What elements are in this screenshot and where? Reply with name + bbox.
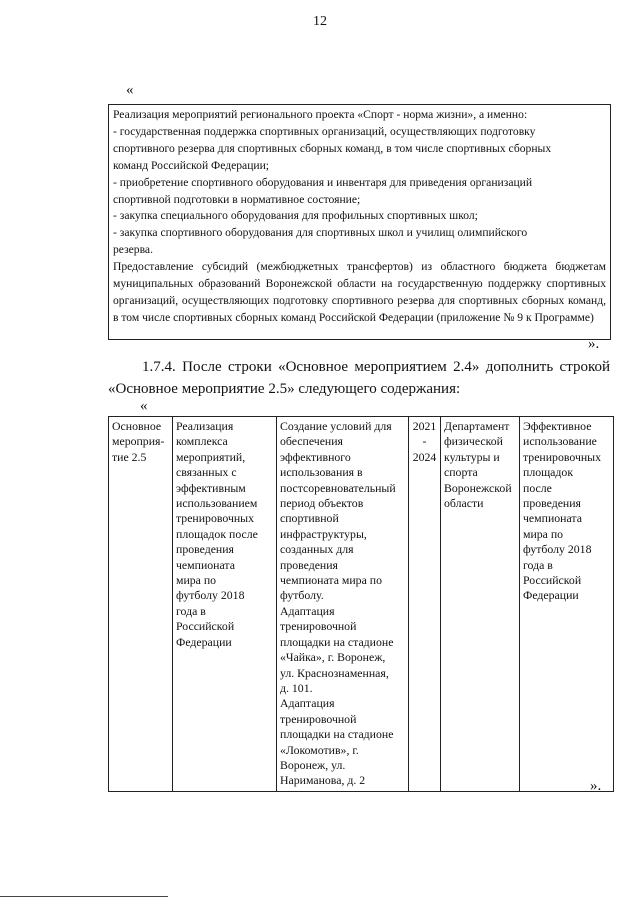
cell-text-line: культуры и: [444, 449, 500, 464]
cell-text-line: чемпионата: [176, 557, 235, 572]
cell-text-line: 2021: [412, 419, 437, 433]
cell-text-line: Эффективное: [523, 419, 592, 433]
box-line: спортивной подготовки в нормативное состояние;: [113, 192, 361, 206]
cell-text-line: площадки на стадионе: [280, 634, 394, 649]
cell-text-line: ул. Краснознаменная,: [280, 665, 389, 680]
box-line: - закупка специального оборудования для профильных спортивных школ;: [113, 209, 478, 223]
cell-text-line: мероприя-: [112, 434, 165, 449]
cell-text-line: Федерации: [176, 634, 232, 649]
cell-text-line: Российской: [523, 573, 582, 588]
cell-text-line: мира по: [523, 526, 564, 541]
box-line: резерва.: [113, 243, 153, 257]
cell-text-line: спорта: [444, 465, 478, 480]
cell-text-line: футболу 2018: [523, 542, 592, 557]
opening-quote-1: «: [126, 82, 134, 98]
cell-text-line: «Чайка», г. Воронеж,: [280, 650, 386, 665]
cell-text-line: Адаптация: [280, 696, 335, 711]
box-line: команд Российской Федерации;: [113, 158, 270, 172]
cell-text-line: физической: [444, 434, 503, 449]
cell-text-line: использованием: [176, 496, 258, 511]
cell-text-line: футболу 2018: [176, 588, 245, 603]
activity-name-cell: [173, 417, 277, 792]
cell-text-line: после: [523, 480, 552, 495]
cell-text-line: Воронежской: [444, 480, 512, 495]
cell-text-line: созданных для: [280, 542, 354, 557]
cell-text-line: Федерации: [523, 588, 579, 603]
cell-text-line: постсоревновательный: [280, 480, 396, 495]
amendment-paragraph: 1.7.4. После строки «Основное мероприятием 2.4» дополнить строкой «Основное мероприятие 2.5» следующего содержания:: [108, 359, 610, 397]
box-line: спортивного резерва для спортивных сборных команд, в том числе спортивных сборных: [113, 141, 552, 155]
page-number: 12: [313, 14, 327, 29]
cell-text-line: Воронеж, ул.: [280, 757, 346, 772]
cell-text-line: года в: [176, 603, 206, 618]
cell-text-line: мероприятий,: [176, 449, 246, 464]
cell-text-line: -: [422, 434, 427, 449]
cell-text-line: площадок после: [176, 526, 258, 541]
cell-text-line: использование: [523, 434, 597, 449]
cell-text-line: Создание условий для: [280, 419, 392, 433]
cell-text-line: связанных с: [176, 465, 237, 480]
cell-text-line: области: [444, 496, 484, 511]
activity-description-cell: [277, 417, 409, 792]
cell-text-line: использования в: [280, 465, 363, 480]
cell-text-line: 2024: [412, 449, 437, 464]
cell-text-line: комплекса: [176, 434, 228, 449]
cell-text-line: д. 101.: [280, 680, 313, 695]
closing-quote-1: ».: [588, 336, 600, 352]
subsidy-paragraph: Предоставление субсидий (межбюджетных трансфертов) из областного бюджета бюджетам муниципальных образований Воронежской области на государственную поддержку спортивных организаций, осуществляющих подготовку спортивного резерва для спортивных сборных команд, в том числе спортивных сборных команд Российской Федерации (приложение № 9 к Программе): [113, 260, 606, 324]
cell-text-line: чемпионата мира по: [280, 573, 382, 588]
box-line: - приобретение спортивного оборудования и инвентаря для приведения организаций: [113, 175, 533, 189]
cell-text-line: футболу.: [280, 588, 324, 603]
cell-text-line: период объектов: [280, 496, 364, 511]
opening-quote-2: «: [140, 398, 148, 414]
cell-text-line: чемпионата: [523, 511, 582, 526]
program-text-box: [108, 104, 611, 340]
cell-text-line: площадки на стадионе: [280, 727, 394, 742]
cell-text-line: эффективным: [176, 480, 246, 495]
cell-text-line: спортивной: [280, 511, 339, 526]
table-row: [109, 417, 614, 792]
closing-quote-2: ».: [590, 778, 602, 794]
cell-text-line: обеспечения: [280, 434, 343, 449]
cell-text-line: проведения: [176, 542, 234, 557]
cell-text-line: проведения: [280, 557, 338, 572]
responsible-cell: [441, 417, 520, 792]
cell-text-line: Основное: [112, 419, 162, 433]
cell-text-line: инфраструктуры,: [280, 526, 367, 541]
cell-text-line: эффективного: [280, 449, 351, 464]
cell-text-line: тренировочных: [523, 449, 602, 464]
cell-text-line: тие 2.5: [112, 449, 147, 464]
cell-text-line: тренировочной: [280, 711, 357, 726]
period-cell: [409, 417, 441, 792]
cell-text-line: Адаптация: [280, 603, 335, 618]
cell-text-line: Департамент: [444, 419, 510, 433]
cell-text-line: Российской: [176, 619, 235, 634]
box-line: Реализация мероприятий регионального проекта «Спорт - норма жизни», а именно:: [113, 108, 528, 121]
cell-text-line: площадок: [523, 465, 574, 480]
cell-text-line: Нариманова, д. 2: [280, 773, 366, 788]
box-line: - государственная поддержка спортивных организаций, осуществляющих подготовку: [113, 124, 536, 138]
expected-result-cell: [520, 417, 614, 792]
activity-code-cell: [109, 417, 173, 792]
cell-text-line: проведения: [523, 496, 581, 511]
cell-text-line: тренировочных: [176, 511, 255, 526]
footnote-divider: [0, 896, 168, 897]
cell-text-line: тренировочной: [280, 619, 357, 634]
cell-text-line: мира по: [176, 573, 217, 588]
cell-text-line: Реализация: [176, 419, 234, 433]
activity-table: [108, 416, 614, 792]
cell-text-line: «Локомотив», г.: [280, 742, 359, 757]
cell-text-line: года в: [523, 557, 553, 572]
box-line: - закупка спортивного оборудования для спортивных школ и училищ олимпийского: [113, 226, 528, 240]
